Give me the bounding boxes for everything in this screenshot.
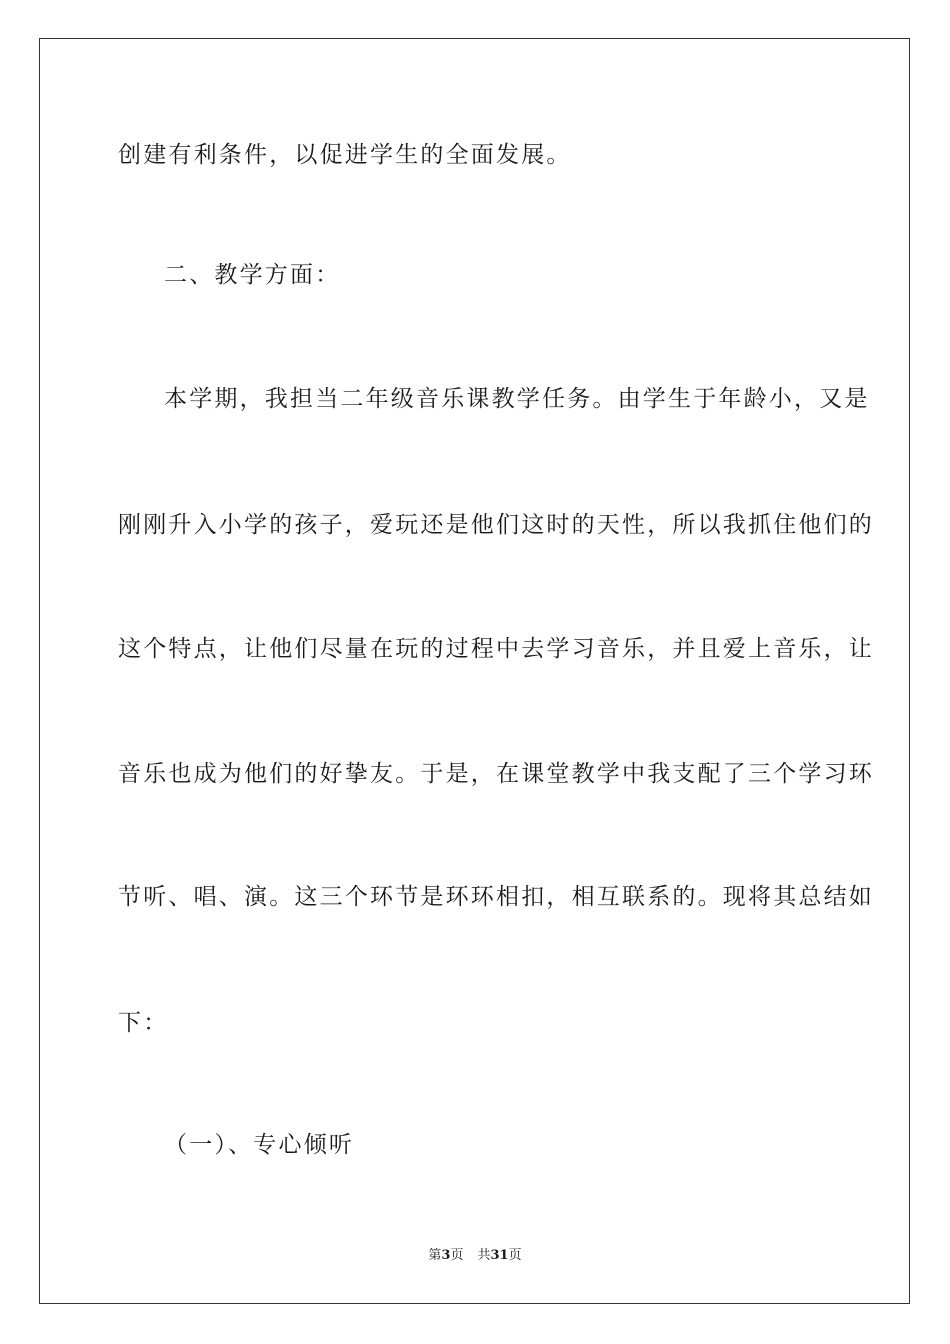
body-text-line: 本学期，我担当二年级音乐课教学任务。由学生于年龄小，又是 — [164, 386, 870, 412]
subsection-heading: （一）、专心倾听 — [164, 1132, 355, 1158]
body-text-line: 音乐也成为他们的好挚友。于是，在课堂教学中我支配了三个学习环 — [118, 761, 874, 787]
body-text-line: 节听、唱、演。这三个环节是环环相扣，相互联系的。现将其总结如 — [118, 884, 874, 910]
body-text-line: 刚刚升入小学的孩子，爱玩还是他们这时的天性，所以我抓住他们的 — [118, 512, 874, 538]
section-heading: 二、教学方面： — [164, 262, 341, 288]
body-text-line: 创建有利条件，以促进学生的全面发展。 — [118, 142, 572, 168]
page-prefix: 第 — [428, 1248, 442, 1263]
page-current: 3 — [441, 1248, 451, 1263]
page-suffix: 页 — [450, 1248, 464, 1263]
body-text-line: 这个特点，让他们尽量在玩的过程中去学习音乐，并且爱上音乐，让 — [118, 636, 874, 662]
total-suffix: 页 — [508, 1248, 522, 1263]
page-footer — [0, 1246, 950, 1266]
page-total: 31 — [490, 1248, 509, 1263]
total-prefix: 共 — [477, 1248, 491, 1263]
body-text-line: 下： — [118, 1010, 169, 1036]
page-border — [39, 38, 910, 1304]
